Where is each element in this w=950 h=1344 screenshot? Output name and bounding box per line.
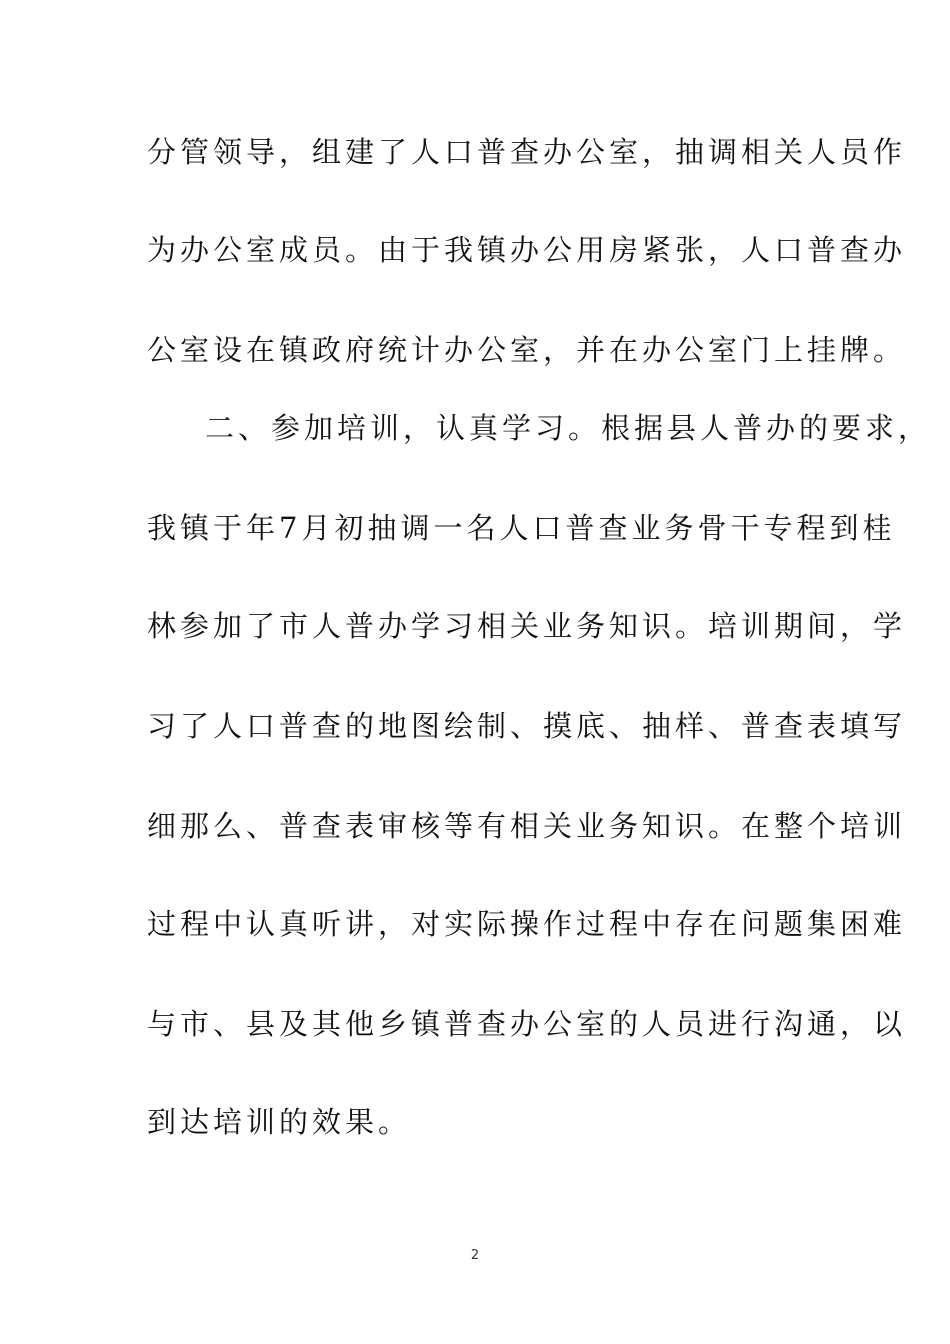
text-line-4: 二、参加培训，认真学习。根据县人普办的要求， [205,411,932,445]
text-line-7: 习了人口普查的地图绘制、摸底、抽样、普查表填写 [147,709,907,743]
text-line-1: 分管领导，组建了人口普查办公室，抽调相关人员作 [147,135,907,169]
text-line-11: 到达培训的效果。 [147,1105,412,1139]
text-line-10: 与市、县及其他乡镇普查办公室的人员进行沟通，以 [147,1007,907,1041]
text-line-2: 为办公室成员。由于我镇办公用房紧张，人口普查办 [147,233,907,267]
text-line-9: 过程中认真听讲，对实际操作过程中存在问题集困难 [147,907,907,941]
text-line-8: 细那么、普查表审核等有相关业务知识。在整个培训 [147,809,907,843]
page-number: 2 [470,1248,480,1263]
text-line-5: 我镇于年7月初抽调一名人口普查业务骨干专程到桂 [147,511,896,545]
text-line-6: 林参加了市人普办学习相关业务知识。培训期间，学 [147,609,907,643]
text-line-3: 公室设在镇政府统计办公室，并在办公室门上挂牌。 [147,333,907,367]
